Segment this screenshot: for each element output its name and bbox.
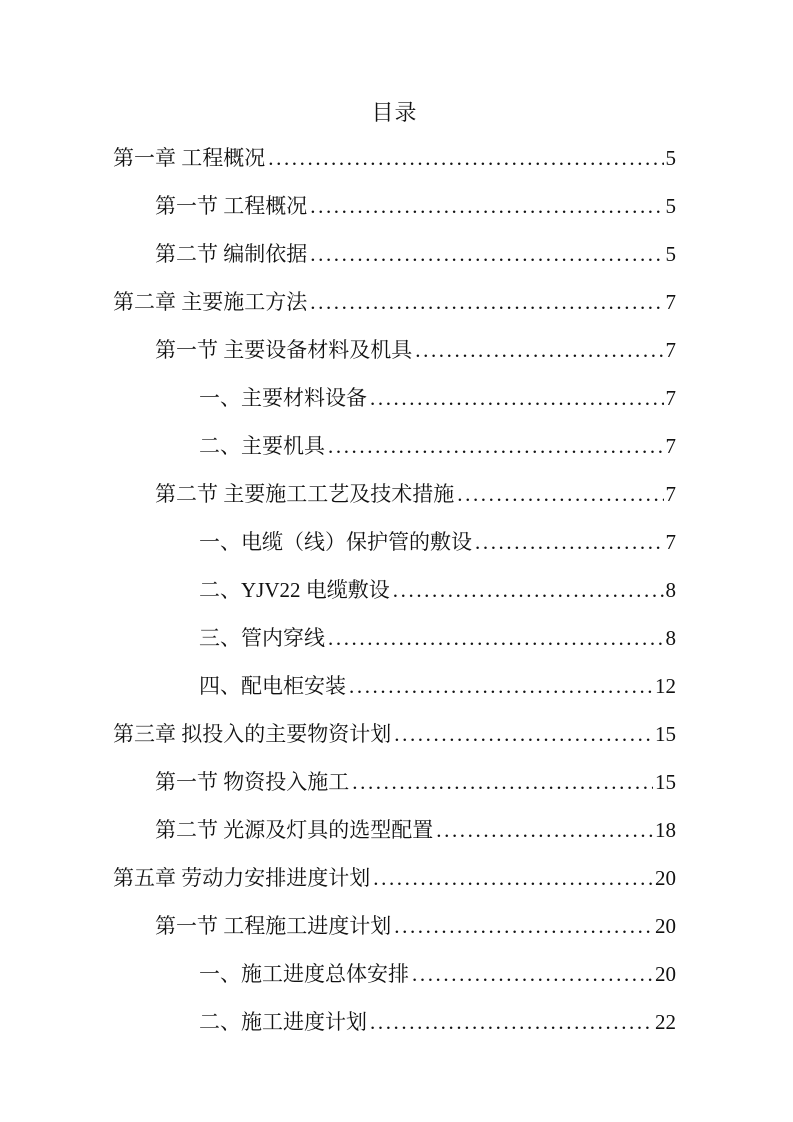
toc-list	[113, 134, 676, 1046]
dot-leader	[268, 134, 663, 182]
toc-entry[interactable]	[113, 566, 676, 614]
toc-page-number: 8	[665, 626, 676, 650]
dot-leader	[475, 518, 664, 566]
toc-page-number: 7	[665, 290, 676, 314]
toc-page-number: 7	[665, 386, 676, 410]
dot-leader	[310, 182, 663, 230]
toc-page-number: 7	[665, 338, 676, 362]
toc-page-number: 5	[665, 194, 676, 218]
toc-page-number: 7	[665, 434, 676, 458]
toc-entry[interactable]	[113, 134, 676, 182]
toc-entry-label: 三、管内穿线	[199, 626, 325, 650]
toc-entry[interactable]	[113, 278, 676, 326]
toc-entry-label: 第一章 工程概况	[113, 146, 266, 170]
toc-page-number: 18	[655, 818, 676, 842]
toc-entry[interactable]	[113, 662, 676, 710]
toc-page-number: 15	[655, 770, 676, 794]
toc-page-number: 5	[665, 146, 676, 170]
dot-leader	[310, 278, 663, 326]
dot-leader	[373, 854, 653, 902]
toc-entry[interactable]	[113, 182, 676, 230]
toc-entry[interactable]	[113, 710, 676, 758]
dot-leader	[393, 566, 664, 614]
toc-entry[interactable]	[113, 374, 676, 422]
toc-entry-label: 第一节 工程施工进度计划	[155, 914, 392, 938]
dot-leader	[457, 470, 663, 518]
toc-page-number: 12	[655, 674, 676, 698]
toc-entry[interactable]	[113, 518, 676, 566]
toc-page-number: 8	[665, 578, 676, 602]
toc-entry[interactable]	[113, 758, 676, 806]
toc-page-number: 15	[655, 722, 676, 746]
toc-entry-label: 第三章 拟投入的主要物资计划	[113, 722, 392, 746]
toc-entry[interactable]	[113, 422, 676, 470]
toc-entry-label: 第二节 主要施工工艺及技术措施	[155, 482, 455, 506]
toc-entry[interactable]	[113, 902, 676, 950]
dot-leader	[394, 710, 653, 758]
toc-page-number: 20	[655, 866, 676, 890]
toc-entry-label: 二、施工进度计划	[199, 1010, 367, 1034]
toc-entry-label: 第一节 物资投入施工	[155, 770, 350, 794]
toc-entry-label: 一、主要材料设备	[199, 386, 367, 410]
dot-leader	[394, 902, 653, 950]
dot-leader	[328, 614, 664, 662]
toc-entry[interactable]	[113, 854, 676, 902]
dot-leader	[370, 374, 664, 422]
toc-entry-label: 第二节 光源及灯具的选型配置	[155, 818, 434, 842]
toc-entry-label: 第二节 编制依据	[155, 242, 308, 266]
toc-entry[interactable]	[113, 470, 676, 518]
toc-entry-label: 第一节 主要设备材料及机具	[155, 338, 413, 362]
dot-leader	[436, 806, 653, 854]
toc-page-number: 7	[665, 482, 676, 506]
toc-entry-label: 第二章 主要施工方法	[113, 290, 308, 314]
toc-title: 目录	[371, 100, 418, 125]
toc-page-number: 7	[665, 530, 676, 554]
toc-entry[interactable]	[113, 230, 676, 278]
toc-entry[interactable]	[113, 326, 676, 374]
dot-leader	[352, 758, 653, 806]
toc-entry[interactable]	[113, 614, 676, 662]
toc-entry-label: 二、YJV22 电缆敷设	[199, 578, 390, 602]
toc-page-number: 20	[655, 962, 676, 986]
toc-entry[interactable]	[113, 950, 676, 998]
toc-entry-label: 一、施工进度总体安排	[199, 962, 409, 986]
dot-leader	[370, 998, 653, 1046]
toc-entry-label: 四、配电柜安装	[199, 674, 346, 698]
dot-leader	[415, 326, 663, 374]
toc-entry-label: 二、主要机具	[199, 434, 325, 458]
toc-entry[interactable]	[113, 806, 676, 854]
dot-leader	[310, 230, 663, 278]
toc-entry-label: 第一节 工程概况	[155, 194, 308, 218]
toc-page-number: 22	[655, 1010, 676, 1034]
toc-page-number: 5	[665, 242, 676, 266]
dot-leader	[349, 662, 653, 710]
toc-entry-label: 一、电缆（线）保护管的敷设	[199, 530, 472, 554]
dot-leader	[328, 422, 664, 470]
toc-page-number: 20	[655, 914, 676, 938]
dot-leader	[412, 950, 653, 998]
toc-entry[interactable]	[113, 998, 676, 1046]
toc-entry-label: 第五章 劳动力安排进度计划	[113, 866, 371, 890]
